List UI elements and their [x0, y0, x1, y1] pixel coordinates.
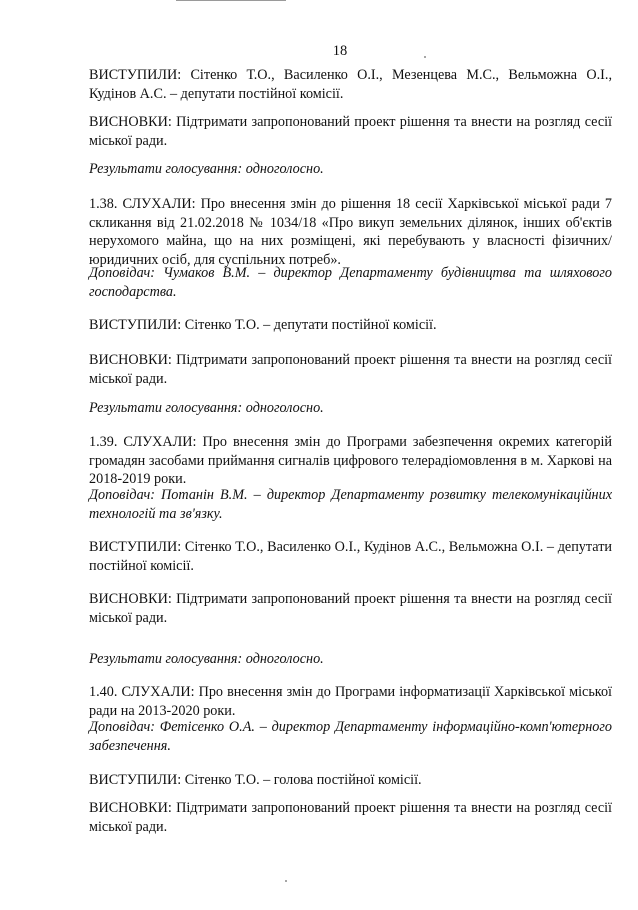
conclusions-paragraph: ВИСНОВКИ: Підтримати запропонований проект рішення та внести на розгляд сесії міської ради.: [89, 352, 612, 387]
speakers-paragraph: ВИСТУПИЛИ: Сітенко Т.О., Василенко О.І., Кудінов А.С., Вельможна О.І. – депутати постійної комісії.: [89, 539, 612, 574]
speakers-paragraph: ВИСТУПИЛИ: Сітенко Т.О. – голова постійної комісії.: [89, 772, 422, 788]
voting-results: Результати голосування: одноголосно.: [89, 400, 324, 416]
conclusions-paragraph: ВИСНОВКИ: Підтримати запропонований проект рішення та внести на розгляд сесії міської ради.: [89, 114, 612, 149]
conclusions-paragraph: ВИСНОВКИ: Підтримати запропонований проект рішення та внести на розгляд сесії міської ради.: [89, 591, 612, 626]
speaker-1-40: Доповідач: Фетісенко О.А. – директор Департаменту інформаційно-комп'ютерного забезпечення.: [89, 719, 612, 754]
conclusions-paragraph: ВИСНОВКИ: Підтримати запропонований проект рішення та внести на розгляд сесії міської ради.: [89, 800, 612, 835]
scan-speck: [285, 880, 287, 882]
voting-results: Результати голосування: одноголосно.: [89, 651, 324, 667]
heard-item-1-39: 1.39. СЛУХАЛИ: Про внесення змін до Програми забезпечення окремих категорій громадян засобами приймання сигналів цифрового телерадіомовлення в м. Харкові на 2018-2019 роки.: [89, 434, 612, 488]
heard-item-1-38: 1.38. СЛУХАЛИ: Про внесення змін до рішення 18 сесії Харківської міської ради 7 скликання від 21.02.2018 № 1034/18 «Про викуп земельних ділянок, інших об'єктів нерухомого майна, що на них розміщені, які перебувають у власності фізичних/юридичних осіб, для суспільних потреб».: [89, 196, 612, 268]
heard-item-1-40: 1.40. СЛУХАЛИ: Про внесення змін до Програми інформатизації Харківської міської ради на 2013-2020 роки.: [89, 684, 612, 719]
scan-speck: [424, 56, 426, 58]
page-number: 18: [332, 43, 348, 59]
speakers-paragraph: ВИСТУПИЛИ: Сітенко Т.О., Василенко О.І., Мезенцева М.С., Вельможна О.І., Кудінов А.С. – депутати постійної комісії.: [89, 67, 612, 102]
voting-results: Результати голосування: одноголосно.: [89, 161, 324, 177]
speaker-1-39: Доповідач: Потанін В.М. – директор Департаменту розвитку телекомунікаційних технологій та зв'язку.: [89, 487, 612, 522]
speakers-paragraph: ВИСТУПИЛИ: Сітенко Т.О. – депутати постійної комісії.: [89, 317, 437, 333]
speaker-1-38: Доповідач: Чумаков В.М. – директор Департаменту будівництва та шляхового господарства.: [89, 265, 612, 300]
scan-edge-line: [176, 0, 286, 1]
